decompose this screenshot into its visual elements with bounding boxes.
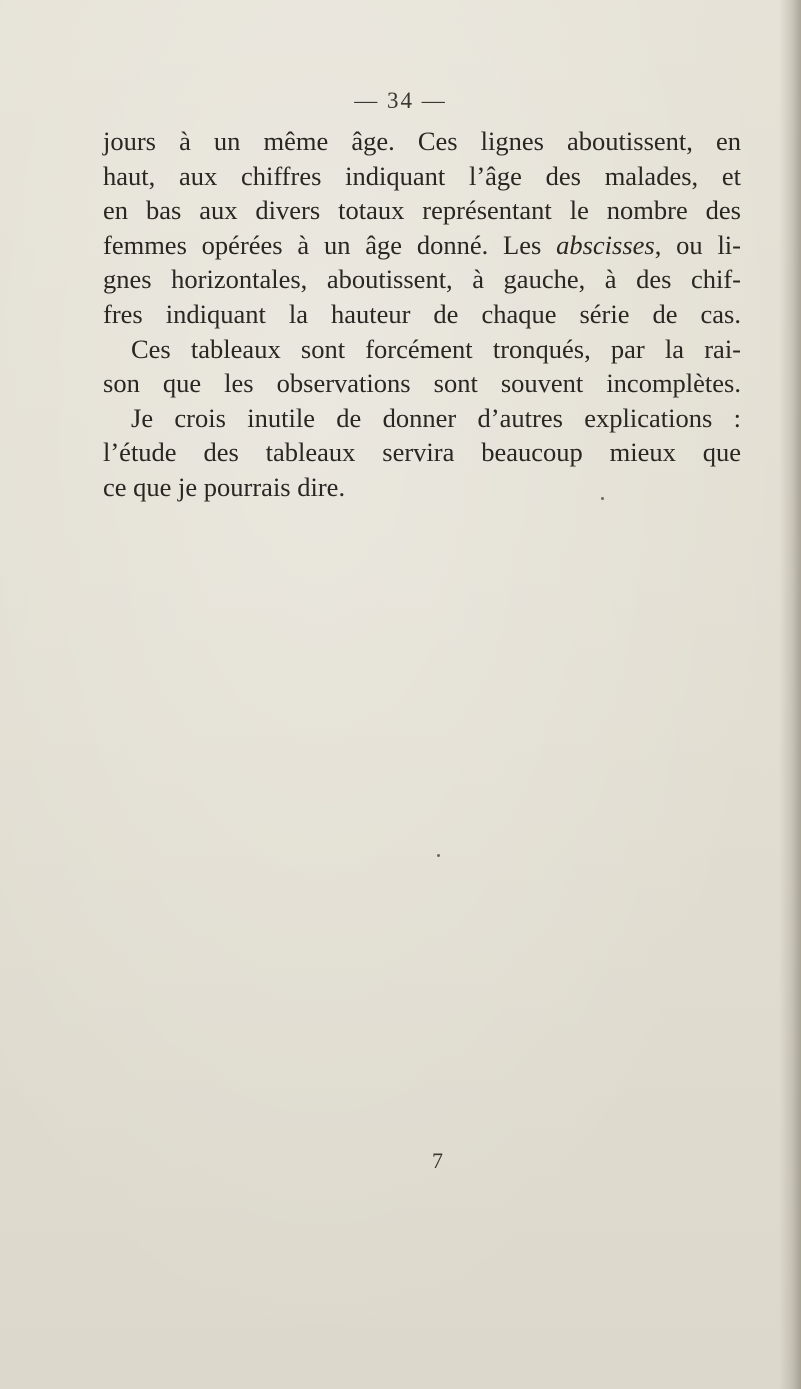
text-line: en bas aux divers totaux représentant le nombre des — [103, 195, 741, 226]
body-text — [103, 124, 741, 505]
italic-term: abscisses — [556, 229, 655, 260]
text-line: ce que je pourrais dire. — [103, 471, 346, 502]
paragraph-start-line: Je crois inutile de donner d’autres explications : — [131, 402, 741, 433]
paper-speck — [601, 497, 604, 500]
text-segment: , ou li- — [654, 229, 741, 260]
paper-speck — [437, 854, 440, 857]
text-segment: femmes opérées à un âge donné. Les — [103, 229, 557, 260]
page-spine-shadow — [779, 0, 801, 1389]
text-line: son que les observations sont souvent incomplètes. — [103, 368, 741, 399]
text-line: gnes horizontales, aboutissent, à gauche, à des chif- — [103, 264, 741, 295]
page-number: — 34 — — [354, 88, 447, 113]
text-line: haut, aux chiffres indiquant l’âge des malades, et — [103, 160, 741, 191]
text-line: jours à un même âge. Ces lignes aboutissent, en — [103, 126, 741, 156]
text-line: fres indiquant la hauteur de chaque série de cas. — [103, 298, 741, 329]
text-line — [103, 228, 741, 263]
bottom-mark: 7 — [432, 1148, 443, 1173]
text-line: l’étude des tableaux servira beaucoup mieux que — [103, 437, 741, 468]
paragraph-start-line: Ces tableaux sont forcément tronqués, par la rai- — [131, 333, 741, 364]
